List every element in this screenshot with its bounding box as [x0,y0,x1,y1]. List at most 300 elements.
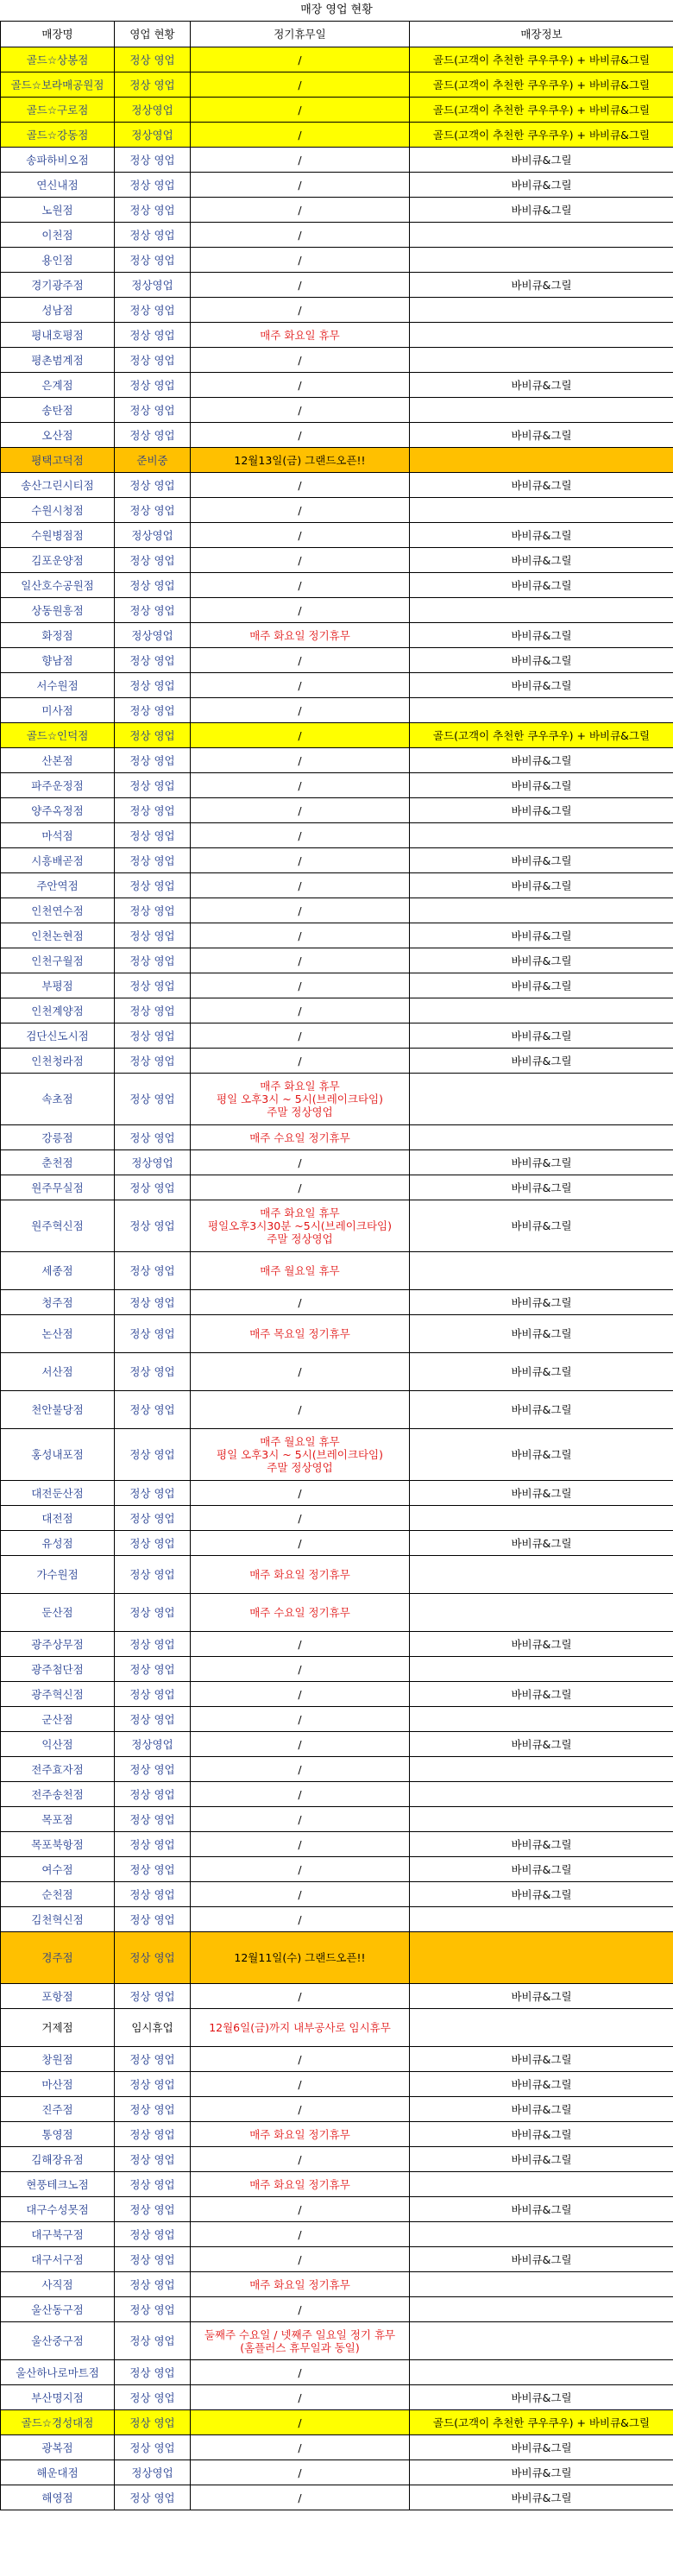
holiday-line: 매주 월요일 휴무 [260,1264,340,1277]
store-info-cell [410,1125,673,1150]
table-row [1,848,673,873]
store-name-cell: 대구서구점 [1,2247,115,2272]
store-name-cell: 송산그린시티점 [1,473,115,498]
status-cell: 임시휴업 [115,2009,191,2047]
status-cell: 정상 영업 [115,1657,191,1682]
table-row [1,2435,673,2460]
store-info-cell: 바비큐&그릴 [410,1632,673,1657]
store-name-cell: 속초점 [1,1074,115,1125]
status-cell: 정상 영업 [115,373,191,398]
holiday-line: / [298,2365,302,2379]
store-name-cell: 송탄점 [1,398,115,423]
store-info-cell: 골드(고객이 추천한 쿠우쿠우) + 바비큐&그릴 [410,2410,673,2435]
table-row [1,2122,673,2147]
store-name-cell: 인천논현점 [1,923,115,948]
store-name-cell: 이천점 [1,223,115,248]
table-row [1,198,673,223]
holiday-cell [191,1682,410,1707]
table-row [1,1531,673,1556]
store-info-cell: 골드(고객이 추천한 쿠우쿠우) + 바비큐&그릴 [410,72,673,98]
table-row [1,1429,673,1481]
holiday-cell [191,2222,410,2247]
table-row [1,2197,673,2222]
table-body [1,47,673,2510]
store-info-cell: 바비큐&그릴 [410,1732,673,1757]
holiday-line: / [298,78,302,91]
store-info-cell: 바비큐&그릴 [410,1481,673,1506]
holiday-line: / [298,1181,302,1194]
holiday-cell [191,173,410,198]
status-cell: 정상 영업 [115,2410,191,2435]
holiday-cell [191,798,410,823]
table-row [1,448,673,473]
store-name-cell: 용인점 [1,248,115,273]
status-cell: 정상 영업 [115,298,191,323]
holiday-line: / [298,929,302,942]
store-name-cell: 광주상무점 [1,1632,115,1657]
store-name-cell: 화정점 [1,623,115,648]
store-info-cell: 바비큐&그릴 [410,873,673,898]
holiday-line: / [298,1295,302,1309]
table-row [1,723,673,748]
holiday-line: / [298,2390,302,2404]
holiday-cell [191,1857,410,1882]
store-name-cell: 천안불당점 [1,1391,115,1429]
table-row [1,148,673,173]
table-row [1,1290,673,1315]
status-cell: 정상 영업 [115,2385,191,2410]
holiday-line: 매주 화요일 휴무 [260,1206,340,1219]
holiday-cell [191,548,410,573]
store-info-cell [410,898,673,923]
status-cell: 정상영업 [115,98,191,123]
store-name-cell: 대구북구점 [1,2222,115,2247]
store-info-cell [410,2272,673,2297]
store-name-cell: 마석점 [1,823,115,848]
holiday-cell [191,2097,410,2122]
store-info-cell: 바비큐&그릴 [410,623,673,648]
store-info-cell [410,2009,673,2047]
table-row [1,1023,673,1049]
holiday-line: / [298,778,302,792]
store-info-cell: 바비큐&그릴 [410,548,673,573]
holiday-line: / [298,578,302,592]
table-row [1,473,673,498]
table-row [1,2009,673,2047]
holiday-line: / [298,1812,302,1826]
holiday-line: / [298,503,302,517]
holiday-line: / [298,703,302,717]
store-name-cell: 산본점 [1,748,115,773]
holiday-cell [191,348,410,373]
store-name-cell: 일산호수공원점 [1,573,115,598]
store-name-cell: 골드☆강동점 [1,123,115,148]
table-row [1,998,673,1023]
holiday-cell [191,2197,410,2222]
store-name-cell: 인천청라점 [1,1049,115,1074]
table-row [1,798,673,823]
store-name-cell: 상동원흥점 [1,598,115,623]
holiday-line: 매주 화요일 정기휴무 [249,2127,350,2141]
status-cell: 정상 영업 [115,1807,191,1832]
store-info-cell [410,348,673,373]
table-row [1,973,673,998]
store-info-cell [410,2297,673,2322]
holiday-cell [191,998,410,1023]
status-cell: 정상 영업 [115,823,191,848]
status-cell: 정상 영업 [115,2072,191,2097]
store-name-cell: 부평점 [1,973,115,998]
holiday-cell [191,773,410,798]
store-name-cell: 송파하비오점 [1,148,115,173]
table-row [1,2247,673,2272]
holiday-line: 매주 화요일 정기휴무 [249,628,350,642]
status-cell: 정상 영업 [115,47,191,72]
store-info-cell [410,823,673,848]
holiday-line: / [298,1887,302,1901]
holiday-cell [191,2147,410,2172]
table-row [1,623,673,648]
page-title: 매장 영업 현황 [300,3,373,16]
store-name-cell: 오산점 [1,423,115,448]
store-info-cell: 바비큐&그릴 [410,1682,673,1707]
store-name-cell: 대전점 [1,1506,115,1531]
holiday-cell [191,1556,410,1594]
status-cell: 정상영업 [115,273,191,298]
status-cell: 정상 영업 [115,223,191,248]
status-cell: 정상 영업 [115,1882,191,1907]
status-cell: 정상 영업 [115,1391,191,1429]
holiday-cell [191,2172,410,2197]
status-cell: 정상영업 [115,623,191,648]
holiday-cell [191,98,410,123]
store-info-cell: 바비큐&그릴 [410,1200,673,1252]
store-info-cell: 바비큐&그릴 [410,848,673,873]
store-name-cell: 해운대점 [1,2460,115,2485]
store-info-cell [410,2222,673,2247]
holiday-line: 매주 화요일 정기휴무 [249,1568,350,1581]
holiday-line: 평일 오후3시 ~ 5시(브레이크타임) [217,1093,383,1105]
table-row [1,1807,673,1832]
holiday-line: / [298,1862,302,1876]
store-info-cell: 바비큐&그릴 [410,1429,673,1481]
status-cell: 정상 영업 [115,698,191,723]
table-row [1,2297,673,2322]
holiday-cell [191,1023,410,1049]
store-info-cell: 골드(고객이 추천한 쿠우쿠우) + 바비큐&그릴 [410,723,673,748]
holiday-cell [191,498,410,523]
store-info-cell: 바비큐&그릴 [410,648,673,673]
header-store-name: 매장명 [1,22,115,47]
status-cell: 정상 영업 [115,1531,191,1556]
table-row [1,373,673,398]
store-name-cell: 인천계양점 [1,998,115,1023]
status-cell: 정상 영업 [115,1200,191,1252]
holiday-cell [191,2435,410,2460]
holiday-cell [191,1732,410,1757]
store-name-cell: 대전둔산점 [1,1481,115,1506]
store-info-cell: 바비큐&그릴 [410,1290,673,1315]
status-cell: 정상 영업 [115,673,191,698]
table-row [1,523,673,548]
store-name-cell: 부산명지점 [1,2385,115,2410]
store-info-cell [410,598,673,623]
status-cell: 정상 영업 [115,773,191,798]
status-cell: 정상 영업 [115,198,191,223]
header-business-status: 영업 현황 [115,22,191,47]
status-cell: 정상 영업 [115,723,191,748]
table-row [1,248,673,273]
store-name-cell: 해영점 [1,2485,115,2510]
table-row [1,2322,673,2360]
table-row [1,1506,673,1531]
store-info-cell: 바비큐&그릴 [410,748,673,773]
store-name-cell: 순천점 [1,1882,115,1907]
holiday-line: / [298,1054,302,1068]
status-cell: 정상 영업 [115,2047,191,2072]
table-row [1,1657,673,1682]
store-name-cell: 미사점 [1,698,115,723]
table-row [1,1907,673,1932]
store-name-cell: 진주점 [1,2097,115,2122]
holiday-cell [191,323,410,348]
table-row [1,573,673,598]
store-info-cell: 바비큐&그릴 [410,773,673,798]
holiday-line: / [298,2202,302,2216]
status-cell: 정상 영업 [115,498,191,523]
store-name-cell: 전주효자점 [1,1757,115,1782]
status-cell: 정상 영업 [115,748,191,773]
holiday-line: / [298,2441,302,2454]
store-name-cell: 경기광주점 [1,273,115,298]
holiday-line: 주말 정상영업 [267,1105,333,1118]
holiday-cell [191,1150,410,1175]
store-name-cell: 평내호평점 [1,323,115,348]
holiday-line: / [298,1912,302,1926]
table-row [1,1315,673,1353]
status-cell: 정상 영업 [115,473,191,498]
holiday-cell [191,1984,410,2009]
status-cell: 정상 영업 [115,1707,191,1732]
store-info-cell: 바비큐&그릴 [410,573,673,598]
holiday-line: / [298,2227,302,2241]
store-info-cell: 바비큐&그릴 [410,2097,673,2122]
holiday-line: / [298,103,302,117]
holiday-cell [191,2009,410,2047]
store-info-cell [410,1757,673,1782]
store-info-cell [410,248,673,273]
holiday-cell [191,2322,410,2360]
holiday-line: / [298,153,302,167]
holiday-line: / [298,728,302,742]
holiday-line: / [298,1004,302,1017]
holiday-line: 매주 수요일 정기휴무 [249,1606,350,1619]
table-row [1,948,673,973]
store-name-cell: 김천혁신점 [1,1907,115,1932]
table-row [1,123,673,148]
store-info-cell [410,298,673,323]
store-name-cell: 원주혁신점 [1,1200,115,1252]
store-info-cell: 바비큐&그릴 [410,2485,673,2510]
store-name-cell: 경주점 [1,1932,115,1984]
table-row [1,1594,673,1632]
table-row [1,1391,673,1429]
holiday-cell [191,2485,410,2510]
status-cell: 정상 영업 [115,1632,191,1657]
store-info-cell: 바비큐&그릴 [410,1391,673,1429]
status-cell: 정상 영업 [115,873,191,898]
holiday-line: 주말 정상영업 [267,1461,333,1474]
store-info-cell: 바비큐&그릴 [410,923,673,948]
store-info-cell: 바비큐&그릴 [410,2385,673,2410]
store-info-cell [410,398,673,423]
holiday-line: / [298,428,302,442]
status-cell: 정상영업 [115,1150,191,1175]
status-cell: 정상 영업 [115,1984,191,2009]
holiday-line: / [298,2491,302,2504]
table-row [1,598,673,623]
store-info-cell: 바비큐&그릴 [410,1984,673,2009]
store-name-cell: 노원점 [1,198,115,223]
table-row [1,1200,673,1252]
table-row [1,898,673,923]
holiday-cell [191,1757,410,1782]
store-info-cell: 바비큐&그릴 [410,198,673,223]
status-cell: 정상 영업 [115,1932,191,1984]
store-name-cell: 목포북항점 [1,1832,115,1857]
store-name-cell: 마산점 [1,2072,115,2097]
store-name-cell: 골드☆보라매공원점 [1,72,115,98]
table-row [1,1353,673,1391]
holiday-cell [191,648,410,673]
store-info-cell [410,323,673,348]
store-info-cell: 바비큐&그릴 [410,148,673,173]
holiday-cell [191,623,410,648]
status-cell: 정상 영업 [115,72,191,98]
status-cell: 정상 영업 [115,1074,191,1125]
store-info-cell: 바비큐&그릴 [410,1023,673,1049]
holiday-line: / [298,2302,302,2316]
store-info-cell: 바비큐&그릴 [410,2247,673,2272]
store-name-cell: 창원점 [1,2047,115,2072]
status-cell: 정상 영업 [115,898,191,923]
holiday-line: / [298,303,302,317]
status-cell: 정상 영업 [115,1429,191,1481]
table-row [1,1049,673,1074]
holiday-line: / [298,904,302,917]
holiday-cell [191,1049,410,1074]
store-info-cell: 바비큐&그릴 [410,273,673,298]
table-row [1,1932,673,1984]
holiday-cell [191,198,410,223]
holiday-line: 매주 수요일 정기휴무 [249,1131,350,1144]
holiday-cell [191,2410,410,2435]
store-name-cell: 춘천점 [1,1150,115,1175]
holiday-cell [191,1353,410,1391]
status-cell: 정상 영업 [115,2247,191,2272]
store-name-cell: 논산점 [1,1315,115,1353]
holiday-line: / [298,228,302,242]
table-row [1,498,673,523]
table-row [1,348,673,373]
table-row [1,2485,673,2510]
status-cell: 정상 영업 [115,798,191,823]
store-name-cell: 거제점 [1,2009,115,2047]
holiday-line: / [298,1156,302,1169]
holiday-line: / [298,353,302,367]
status-cell: 정상 영업 [115,598,191,623]
status-cell: 정상 영업 [115,1757,191,1782]
holiday-line: / [298,2466,302,2479]
table-row [1,173,673,198]
holiday-line: 12월13일(금) 그랜드오픈!! [234,453,366,467]
holiday-cell [191,1594,410,1632]
store-name-cell: 수원시청점 [1,498,115,523]
table-row [1,2460,673,2485]
store-info-cell [410,498,673,523]
holiday-line: / [298,2152,302,2166]
holiday-line: / [298,603,302,617]
holiday-cell [191,398,410,423]
status-cell: 정상 영업 [115,923,191,948]
store-name-cell: 서수원점 [1,673,115,698]
store-name-cell: 청주점 [1,1290,115,1315]
holiday-cell [191,2385,410,2410]
store-info-cell: 바비큐&그릴 [410,1150,673,1175]
store-name-cell: 울산중구점 [1,2322,115,2360]
status-cell: 정상 영업 [115,1832,191,1857]
holiday-line: / [298,954,302,967]
store-name-cell: 원주무실점 [1,1175,115,1200]
status-cell: 정상 영업 [115,1290,191,1315]
holiday-cell [191,873,410,898]
status-cell: 정상 영업 [115,2360,191,2385]
store-info-cell: 골드(고객이 추천한 쿠우쿠우) + 바비큐&그릴 [410,98,673,123]
holiday-line: / [298,528,302,542]
holiday-cell [191,448,410,473]
store-info-cell: 골드(고객이 추천한 쿠우쿠우) + 바비큐&그릴 [410,47,673,72]
holiday-line: / [298,1712,302,1726]
store-info-cell: 바비큐&그릴 [410,473,673,498]
store-name-cell: 포항점 [1,1984,115,2009]
holiday-cell [191,948,410,973]
store-name-cell: 사직점 [1,2272,115,2297]
table-row [1,823,673,848]
holiday-line: / [298,803,302,817]
store-info-cell: 바비큐&그릴 [410,1049,673,1074]
store-info-cell: 바비큐&그릴 [410,373,673,398]
store-name-cell: 울산동구점 [1,2297,115,2322]
holiday-line: / [298,478,302,492]
table-row [1,2222,673,2247]
table-row [1,1150,673,1175]
store-name-cell: 유성점 [1,1531,115,1556]
holiday-line: / [298,2415,302,2429]
holiday-cell [191,1531,410,1556]
holiday-line: / [298,1511,302,1525]
store-name-cell: 여수점 [1,1857,115,1882]
table-row [1,873,673,898]
holiday-cell [191,1290,410,1315]
table-row [1,923,673,948]
holiday-line: / [298,1737,302,1751]
table-row [1,548,673,573]
store-info-cell: 바비큐&그릴 [410,2460,673,2485]
holiday-line: 매주 화요일 정기휴무 [249,2277,350,2291]
table-row [1,2272,673,2297]
holiday-cell [191,698,410,723]
status-cell: 정상 영업 [115,148,191,173]
